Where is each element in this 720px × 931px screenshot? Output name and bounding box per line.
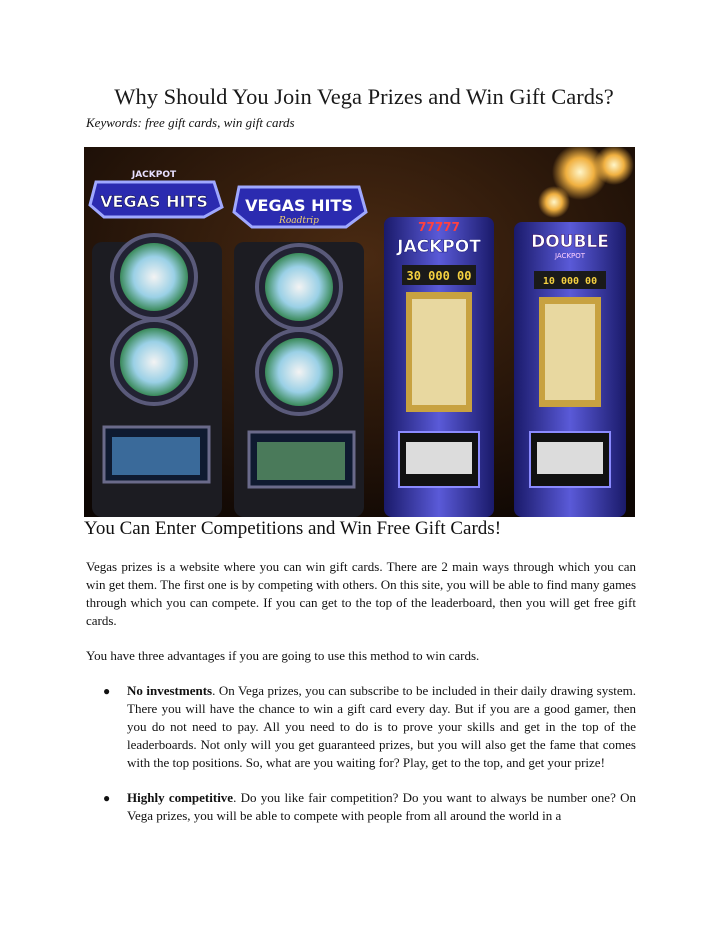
counter-3: 30 000 00: [406, 269, 472, 283]
list-item: [86, 789, 636, 825]
paragraph-advantages: You have three advantages if you are going to use this method to win cards.: [86, 648, 480, 663]
bullet-lead: Highly competitive: [127, 790, 234, 805]
sign-vegas-hits-2: VEGAS HITS: [245, 196, 353, 215]
bullet-text: . On Vega prizes, you can subscribe to be included in their daily drawing system. There you will have the chance to win a gift card every day. But if you are a good gamer, then you do not need to pay. All you need to do is to prove your skills and get in the top of the leaderboards. Not only will you get guaranteed prizes, but you will also get the fame that comes with the top positions. So, what are you waiting for? Play, get to the top, and get your prize!: [127, 683, 636, 770]
bullet-lead: No investments: [127, 683, 213, 698]
page-title: Why Should You Join Vega Prizes and Win Gift Cards?: [114, 84, 614, 109]
paragraph-intro: Vegas prizes is a website where you can win gift cards. There are 2 main ways through which you can win get them. The first one is by competing with others. On this site, you will be able to find many games through which you can compete. If you can get to the top of the leaderboard, then you will get free gift cards.: [86, 559, 637, 628]
bullet-text: . Do you like fair competition? Do you want to always be number one? On Vega prizes, you will be able to compete with people from all around the world in a: [127, 790, 636, 823]
slot-machine-4: [514, 222, 626, 517]
keywords-line: Keywords: free gift cards, win gift cards: [86, 115, 295, 130]
sign-vegas-hits-1: VEGAS HITS: [100, 192, 208, 211]
sign-sevens: 77777: [418, 220, 460, 234]
bullet-icon: ●: [103, 684, 111, 698]
sign-jackpot-3: JACKPOT: [397, 237, 481, 257]
slot-machine-3: [384, 217, 494, 517]
slot-machines-photo: [84, 147, 635, 517]
sign-jackpot-4: JACKPOT: [554, 252, 586, 260]
sign-roadtrip: Roadtrip: [279, 216, 319, 226]
bullet-icon: ●: [103, 791, 111, 805]
advantages-list: [86, 682, 636, 825]
sign-double: DOUBLE: [531, 232, 609, 252]
list-item: [86, 682, 636, 772]
sign-jackpot-small-1: JACKPOT: [131, 170, 177, 180]
counter-4: 10 000 00: [542, 276, 598, 287]
section-heading: You Can Enter Competitions and Win Free Gift Cards!: [84, 518, 502, 539]
